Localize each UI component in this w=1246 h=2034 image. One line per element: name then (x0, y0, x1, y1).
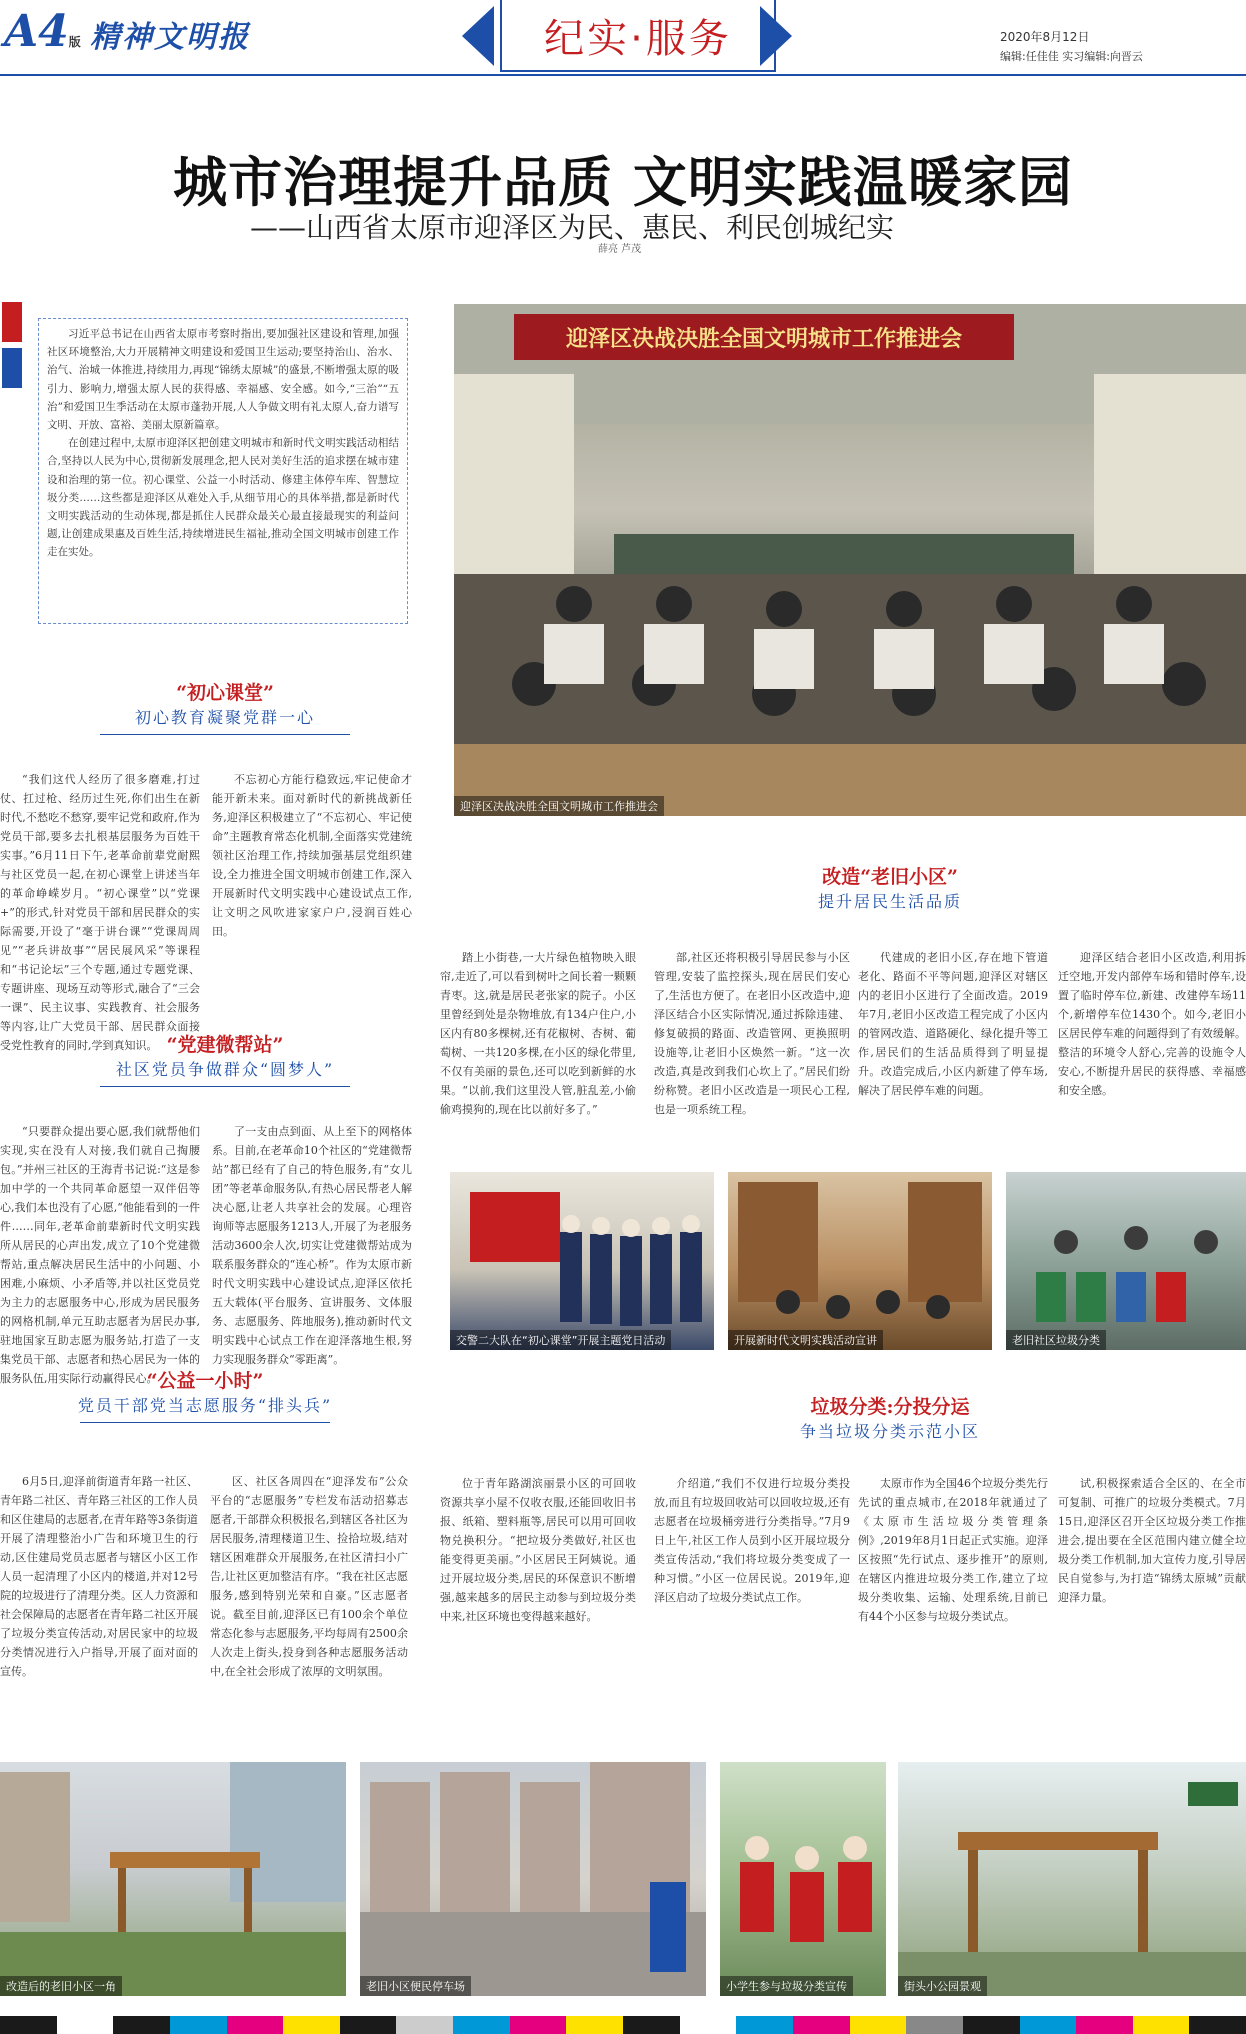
section-title: 垃圾分类:分投分运 (810, 1396, 970, 1418)
article-column (654, 948, 850, 1156)
article-column (654, 1474, 850, 1742)
section-heading-3 (40, 1366, 370, 1423)
section-title: “初心课堂” (176, 682, 274, 704)
article-paragraph: 位于青年路湖滨丽景小区的可回收资源共享小屋不仅收衣服,还能回收旧书报、纸箱、塑料瓶等,居民可以用可回收物兑换积分。“把垃圾分类做好,社区也能变得更美丽。”小区居民王阿姨说。通过开展垃圾分类,居民的环保意识不断增强,越来越多的居民主动参与到垃圾分类中来,社区环境也变得越来越好。 (440, 1477, 636, 1623)
section-title: “党建微帮站” (166, 1034, 284, 1056)
article-paragraph: 踏上小街巷,一大片绿色植物映入眼帘,走近了,可以看到树叶之间长着一颗颗青枣。这,就是居民老张家的院子。小区里曾经到处是杂物堆放,有134户住户,小区内有80多棵树,还有花椒树、杏树、葡萄树、一共120多棵,在小区的绿化带里,不仅有美丽的景色,还可以吃到新鲜的水果。“以前,我们这里没人管,脏乱差,小偷偷鸡摸狗的,现在比以前好多了。” (440, 951, 636, 1116)
photo-caption: 交警二大队在“初心课堂”开展主题党日活动 (450, 1330, 671, 1350)
section-heading-2 (60, 1030, 390, 1087)
article-paragraph: 区、社区各周四在“迎泽发布”公众平台的“志愿服务”专栏发布活动招募志愿者,干部群众积极报名,到辖区各社区为居民服务,清理楼道卫生、捡拾垃圾,结对辖区困难群众开展服务,在社区清扫小广告,让社区更加整洁有序。“我在社区志愿服务,感到特别光荣和自豪。”区志愿者说。截至目前,迎泽区已有100余个单位常态化参与志愿服务,平均每周有2500余人次走上街头,投身到各种志愿服务活动中,在全社会形成了浓厚的文明氛围。 (210, 1475, 408, 1678)
article-paragraph: 太原市作为全国46个垃圾分类先行先试的重点城市,在2018年就通过了《太原市生活垃圾分类管理条例》,2019年8月1日起正式实施。迎泽区按照“先行试点、逐步推开”的原则,在辖区内推进垃圾分类工作,建立了垃圾分类收集、运输、处理系统,目前已有44个小区参与垃圾分类试点。 (858, 1477, 1048, 1623)
article-paragraph: 介绍道,“我们不仅进行垃圾分类投放,而且有垃圾回收站可以回收垃圾,还有志愿者在垃圾桶旁进行分类指导。”7月9日上午,社区工作人员到小区开展垃圾分类宣传活动,“我们将垃圾分类变成了一种习惯。”小区一位居民说。2019年,迎泽区启动了垃圾分类试点工作。 (654, 1477, 850, 1604)
article-column (0, 1122, 200, 1385)
editor-credits: 编辑:任佳佳 实习编辑:向晋云 (1000, 50, 1143, 63)
color-registration-bar (0, 2016, 1246, 2034)
sub-headline: ——山西省太原市迎泽区为民、惠民、利民创城纪实 (250, 211, 895, 244)
photo-caption: 街头小公园景观 (898, 1976, 987, 1996)
meeting-photo (454, 304, 1246, 816)
photo-caption: 老旧小区便民停车场 (360, 1976, 471, 1996)
article-column (1058, 948, 1246, 1156)
article-column (0, 1472, 198, 1744)
students-photo (720, 1762, 886, 1996)
sorting-photo-illustration (1006, 1172, 1246, 1350)
garden-photo-illustration (0, 1762, 346, 1996)
intro-box (38, 318, 408, 624)
issue-date: 2020年8月12日 (1000, 30, 1090, 44)
article-column (858, 1474, 1048, 1742)
section-subtitle: 初心教育凝聚党群一心 (134, 708, 315, 727)
pavilion-photo (898, 1762, 1246, 1996)
article-column (212, 1122, 412, 1372)
photo-caption: 老旧社区垃圾分类 (1006, 1330, 1106, 1350)
article-column (212, 770, 412, 990)
byline: 薛亮 芦茂 (598, 244, 642, 255)
article-column (440, 948, 636, 1156)
section-title: “公益一小时” (146, 1370, 264, 1392)
article-paragraph: 部,社区还将积极引导居民参与小区管理,安装了监控探头,现在居民们安心了,生活也方便了。在老旧小区改造中,迎泽区结合小区实际情况,通过拆除违建、修复破损的路面、改造管网、更换照明设施等,让老旧小区焕然一新。“这一次改造,真是改到我们心坎上了。”居民们纷纷称赞。老旧小区改造是一项民心工程,也是一项系统工程。 (654, 951, 850, 1116)
lecture-photo (728, 1172, 992, 1350)
section-subtitle: 争当垃圾分类示范小区 (799, 1422, 980, 1441)
police-photo-illustration (450, 1172, 714, 1350)
lecture-photo-illustration (728, 1172, 992, 1350)
article-paragraph: 迎泽区结合老旧小区改造,利用拆迁空地,开发内部停车场和错时停车,设置了临时停车位,新建、改建停车场11个,新增停车位1430个。如今,老旧小区居民停车难的问题得到了有效缓解。整洁的环境令人舒心,完善的设施令人安心,不断提升居民的获得感、幸福感和安全感。 (1058, 951, 1246, 1097)
prev-page-arrow[interactable] (462, 6, 494, 66)
section-heading-4 (740, 862, 1040, 912)
article-paragraph: 6月5日,迎泽前街道青年路一社区、青年路二社区、青年路三社区的工作人员和区住建局的志愿者,在青年路等3条街道开展了清理整治小广告和环境卫生的行动,区住建局党员志愿者与辖区小区工作人员一起清理了小区内的楼道,并对12号院的垃圾进行了清理分类。区人力资源和社会保障局的志愿者在青年路二社区开展了垃圾分类宣传活动,对居民家中的垃圾分类情况进行入户指导,开展了面对面的宣传。 (0, 1475, 198, 1678)
pavilion-photo-illustration (898, 1762, 1246, 1996)
photo-caption: 迎泽区决战决胜全国文明城市工作推进会 (454, 796, 664, 816)
masthead-rule (0, 74, 1246, 76)
page-number: A4版 (4, 6, 81, 57)
article-paragraph: 试,积极探索适合全区的、在全市可复制、可推广的垃圾分类模式。7月15日,迎泽区召开全区垃圾分类工作推进会,提出要在全区范围内建立健全垃圾分类工作机制,加大宣传力度,引导居民自觉参与,为打造“锦绣太原城”贡献迎泽力量。 (1058, 1477, 1246, 1604)
meeting-photo-illustration (454, 304, 1246, 816)
intro-marker (2, 302, 22, 342)
article-paragraph: 代建成的老旧小区,存在地下管道老化、路面不平等问题,迎泽区对辖区内的老旧小区进行了全面改造。2019年7月,老旧小区改造工程完成了小区内的管网改造、道路硬化、绿化提升等工作,居民们的生活品质得到了明显提升。改造完成后,小区内新建了停车场,解决了居民停车难的问题。 (858, 951, 1048, 1097)
article-column (0, 770, 200, 1052)
intro-paragraph: 习近平总书记在山西省太原市考察时指出,要加强社区建设和管理,加强社区环境整治,大力开展精神文明建设和爱国卫生运动;要坚持治山、治水、治气、治城一体推进,持续用力,再现“锦绣太原城”的盛景,不断增强太原的吸引力、影响力,增强太原人民的获得感、幸福感、安全感。如今,“三治”“五治”和爱国卫生季活动在太原市蓬勃开展,人人争做文明有礼太原人,奋力谱写文明、开放、富裕、美丽太原新篇章。 (47, 328, 399, 432)
intro-marker-2 (2, 348, 22, 388)
article-paragraph: “我们这代人经历了很多磨难,打过仗、扛过枪、经历过生死,你们出生在新时代,不愁吃不愁穿,要牢记党和政府,作为党员干部,要多去扎根基层服务为百姓干实事。”6月11日下午,老革命前辈党耐熙与社区党员一起,在初心课堂上讲述当年的革命峥嵘岁月。“初心课堂”以“党课+”的形式,针对党员干部和居民群众的实际需要,开设了“毫于讲台课”“党课周周见”“老兵讲故事”“居民展风采”等课程和“书记论坛”三个专题,通过专题党课、专题讲座、现场互动等形式,融合了“三会一课”、民主议事、实践教育、社会服务等内容,让广大党员干部、居民群众面接受党性教育的同时,学到真知识。 (0, 773, 200, 1052)
article-column (858, 948, 1048, 1156)
section-heading-1 (60, 678, 390, 735)
section-subtitle: 党员干部党当志愿服务“排头兵” (77, 1396, 333, 1415)
section-rule (80, 1422, 330, 1423)
section-subtitle: 提升居民生活品质 (817, 892, 962, 911)
photo-caption: 改造后的老旧小区一角 (0, 1976, 122, 1996)
section-heading-5 (740, 1392, 1040, 1442)
section-name: 纪实·服务 (544, 15, 732, 62)
section-banner (500, 0, 776, 72)
article-column (210, 1472, 408, 1744)
police-photo (450, 1172, 714, 1350)
meeting-banner-text: 迎泽区决战决胜全国文明城市工作推进会 (565, 327, 962, 352)
article-paragraph: 了一支由点到面、从上至下的网格体系。目前,在老革命10个社区的“党建微帮站”都已经有了自己的特色服务,有“女儿团”等老革命服务队,有热心居民帮老人解决心愿,让老人共享社会的发展。心理咨询师等志愿服务1213人,开展了为老服务活动3600余人次,切实让党建微帮站成为联系服务群众的“连心桥”。作为太原市新时代文明实践中心建设试点,迎泽区依托五大载体(平台服务、宣讲服务、文体服务、志愿服务、阵地服务),推动新时代文明实践中心试点工作在迎泽落地生根,努力实现服务群众“零距离”。 (212, 1125, 412, 1366)
section-subtitle: 社区党员争做群众“圆梦人” (115, 1060, 335, 1079)
section-rule (100, 1086, 350, 1087)
article-paragraph: “只要群众提出要心愿,我们就帮他们实现,实在没有人对接,我们就自己掏腰包。”并州三社区的王海青书记说:“这是参加中学的一个共同革命愿望一双伴侣等心,我们本也没有了心愿,“他能看到的一件件……同年,老革命前辈新时代文明实践所从居民的心声出发,成立了10个党建微帮站,重点解决居民生活中的小问题、小困难,小麻烦、小矛盾等,并以社区党员党为主力的志愿服务中心,形成为居民服务的网格机制,单元互助志愿者为居民办事,驻地国家互助志愿为服务站,打造了一支集党员干部、志愿者和热心居民为一体的服务队伍,用实际行动赢得民心。 (0, 1125, 200, 1385)
intro-paragraph: 在创建过程中,太原市迎泽区把创建文明城市和新时代文明实践活动相结合,坚持以人民为中心,贯彻新发展理念,把人民对美好生活的追求摆在城市建设和治理的第一位。初心课堂、公益一小时活动、修建主体停车库、智慧垃圾分类……这些都是迎泽区从难处入手,从细节用心的具体举措,都是新时代文明实践活动的生动体现,都是抓住人民群众最关心最直接最现实的利益问题,让创建成果惠及百姓生活,持续增进民生福祉,推动全国文明城市创建工作走在实处。 (47, 437, 399, 559)
next-page-arrow[interactable] (760, 6, 792, 66)
main-headline: 城市治理提升品质 文明实践温暖家园 (173, 151, 1073, 214)
photo-caption: 小学生参与垃圾分类宣传 (720, 1976, 853, 1996)
students-photo-illustration (720, 1762, 886, 1996)
section-rule (100, 734, 350, 735)
garden-photo (0, 1762, 346, 1996)
article-paragraph: 不忘初心方能行稳致远,牢记使命才能开新未来。面对新时代的新挑战新任务,迎泽区积极建立了“不忘初心、牢记使命”主题教育常态化机制,全面落实党建统领社区治理工作,持续加强基层党组织建设,全力推进全国文明城市创建工作,深入开展新时代文明实践中心建设试点工作,让文明之风吹进家家户户,浸润百姓心田。 (212, 773, 412, 938)
article-column (440, 1474, 636, 1742)
photo-caption: 开展新时代文明实践活动宣讲 (728, 1330, 883, 1350)
parking-photo (360, 1762, 706, 1996)
article-column (1058, 1474, 1246, 1742)
sorting-photo (1006, 1172, 1246, 1350)
paper-name: 精神文明报 (90, 20, 250, 55)
parking-photo-illustration (360, 1762, 706, 1996)
section-title: 改造“老旧小区” (822, 866, 958, 888)
